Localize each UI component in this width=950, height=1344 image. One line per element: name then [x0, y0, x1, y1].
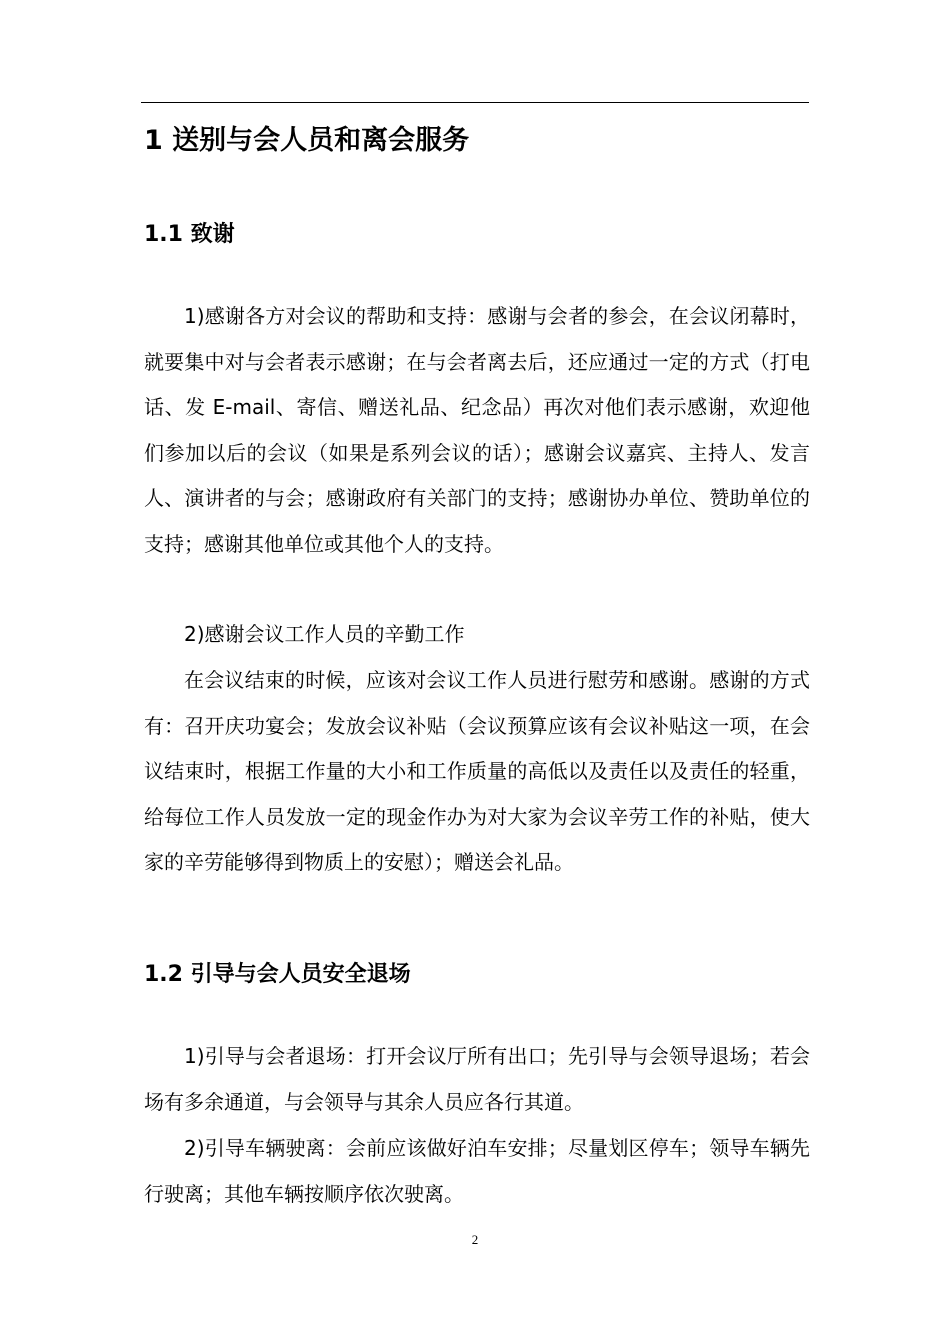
section-heading-exit: 1.2 引导与会人员安全退场	[144, 962, 411, 987]
paragraph-thanks-staff-heading: 2)感谢会议工作人员的辛勤工作	[184, 622, 465, 646]
chapter-title: 1 送别与会人员和离会服务	[144, 125, 470, 156]
page-number: 2	[471, 1232, 479, 1247]
paragraph-guide-attendees: 1)引导与会者退场：打开会议厅所有出口；先引导与会领导退场；若会场有多余通道，与会领导与其余人员应各行其道。	[144, 1044, 810, 1114]
section-heading-thanks: 1.1 致谢	[144, 222, 235, 247]
paragraph-thanks-all-parties: 1)感谢各方对会议的帮助和支持：感谢与会者的参会，在会议闭幕时，就要集中对与会者表示感谢；在与会者离去后，还应通过一定的方式（打电话、发 E-mail、寄信、赠送礼品、纪念品）再次对他们表示感谢，欢迎他们参加以后的会议（如果是系列会议的话）；感谢会议嘉宾、主持人、发言人、演讲者的与会；感谢政府有关部门的支持；感谢协办单位、赞助单位的支持；感谢其他单位或其他个人的支持。	[144, 304, 810, 556]
header-rule	[141, 102, 809, 103]
paragraph-thanks-staff-detail: 在会议结束的时候，应该对会议工作人员进行慰劳和感谢。感谢的方式有：召开庆功宴会；发放会议补贴（会议预算应该有会议补贴这一项，在会议结束时，根据工作量的大小和工作质量的高低以及责任以及责任的轻重，给每位工作人员发放一定的现金作办为对大家为会议辛劳工作的补贴，使大家的辛劳能够得到物质上的安慰）；赠送会礼品。	[144, 668, 810, 875]
paragraph-guide-vehicles: 2)引导车辆驶离：会前应该做好泊车安排；尽量划区停车；领导车辆先行驶离；其他车辆按顺序依次驶离。	[144, 1136, 810, 1206]
